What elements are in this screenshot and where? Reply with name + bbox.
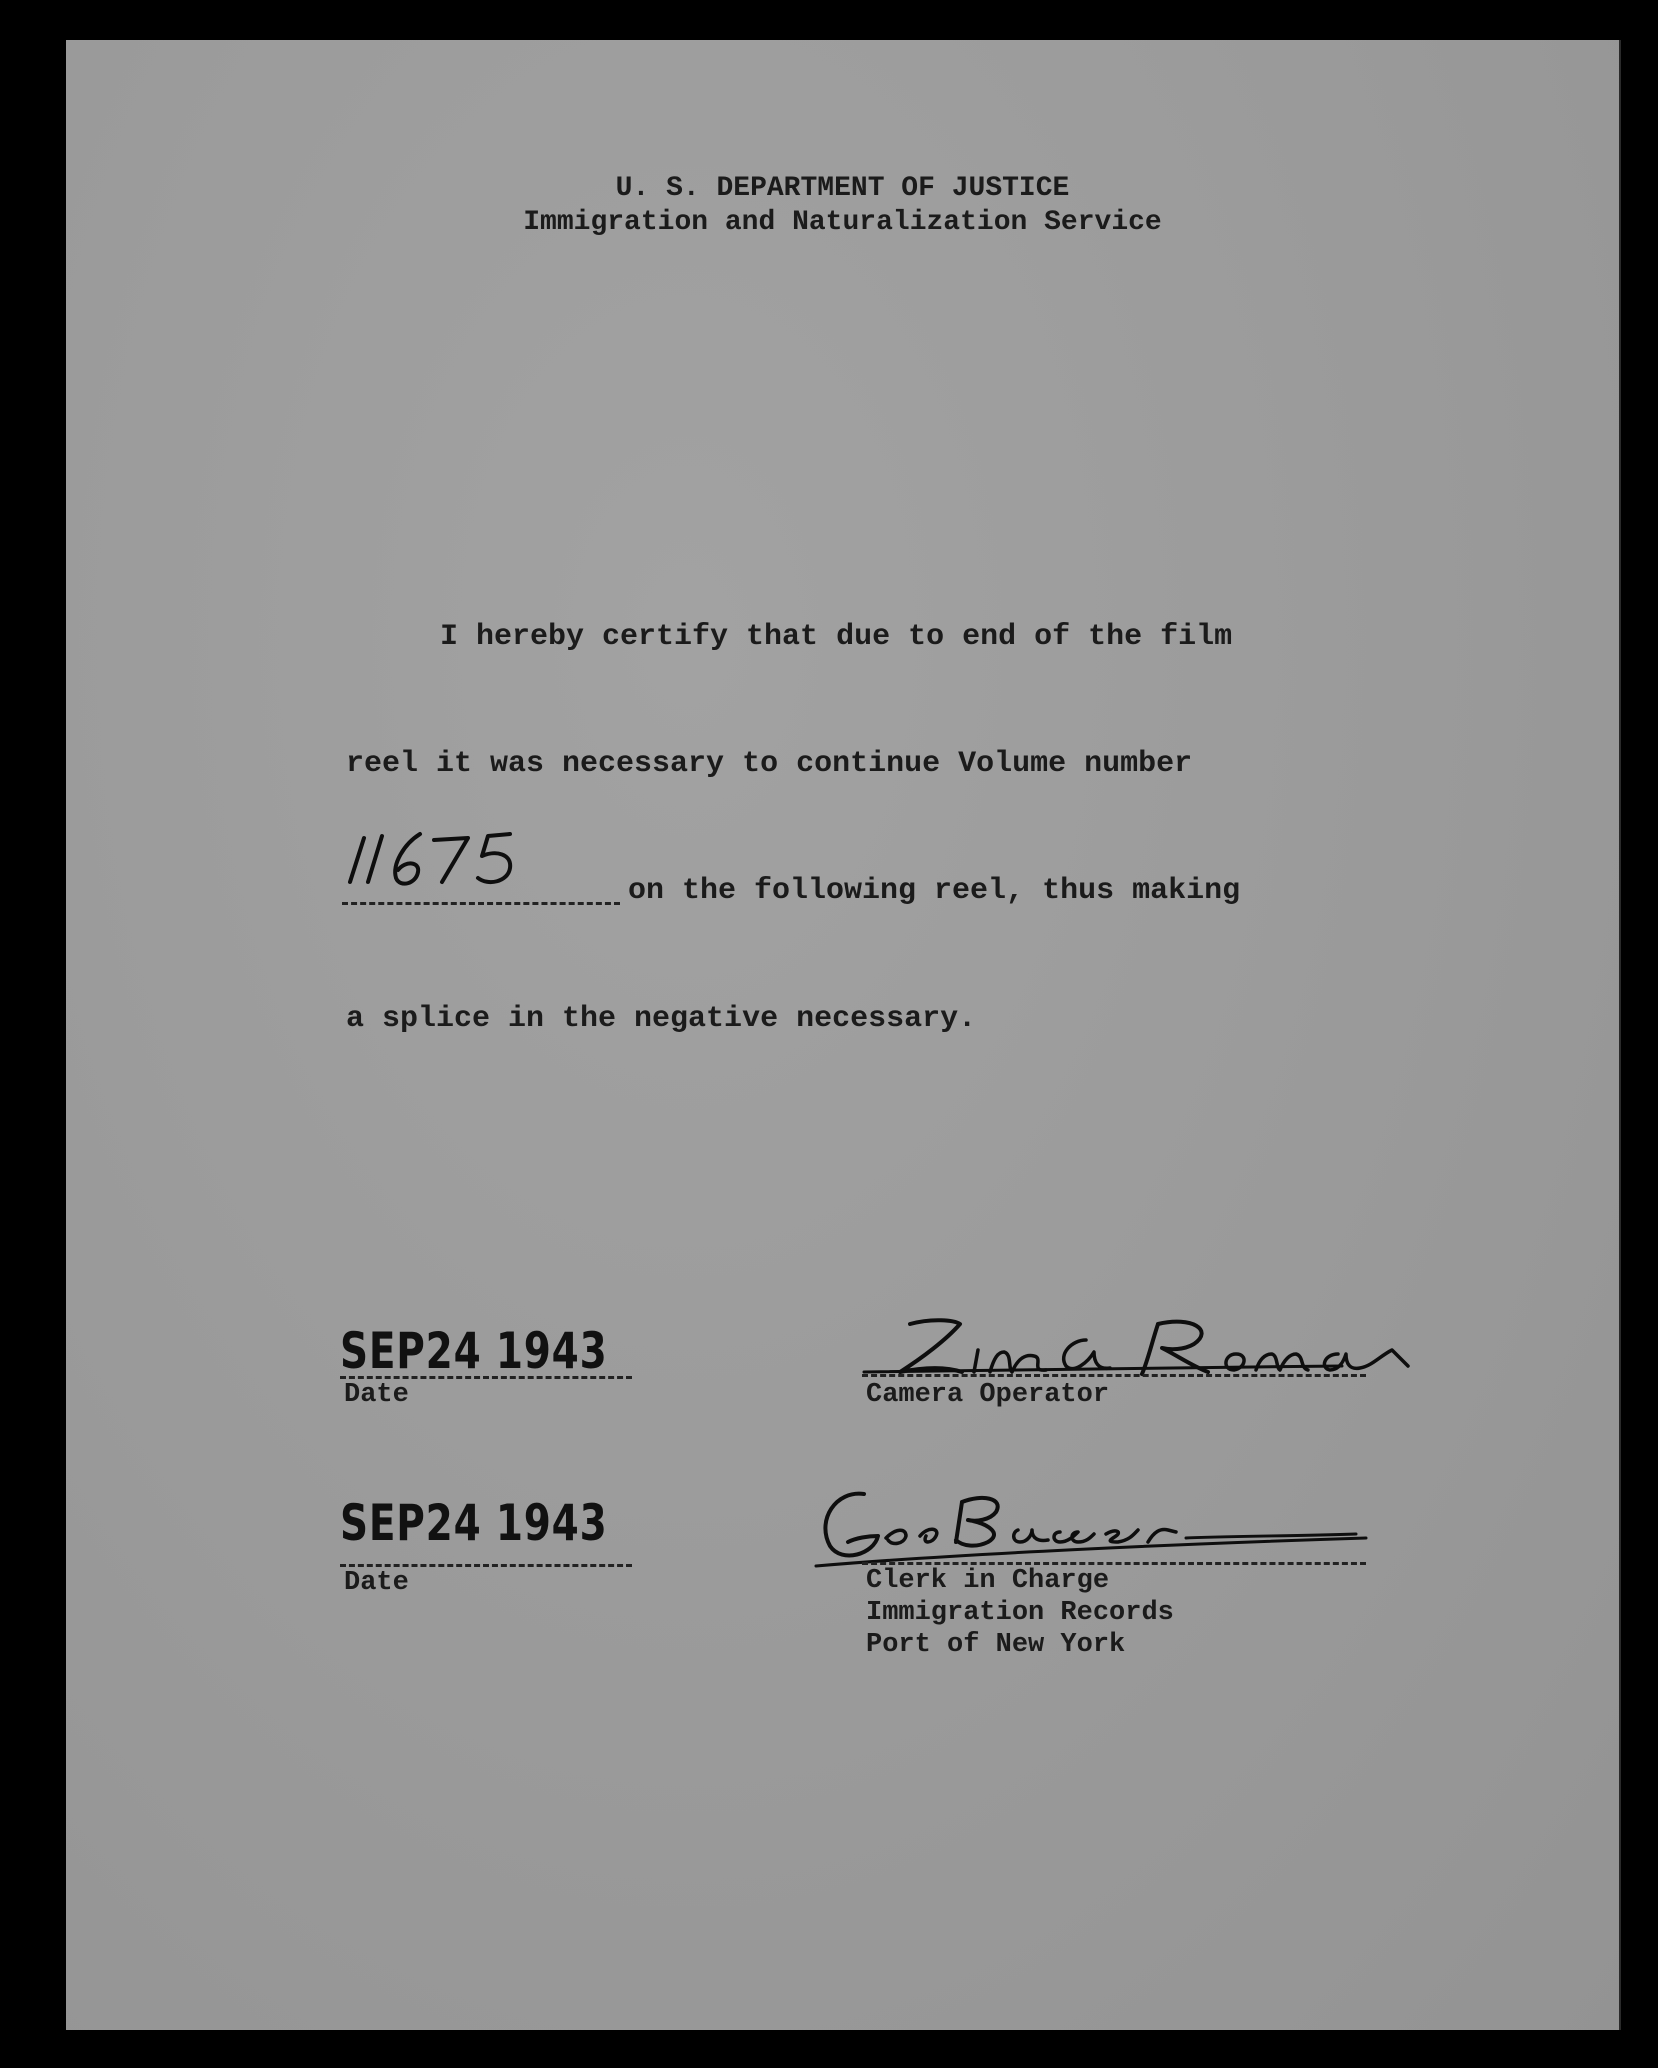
camera-operator-title: Camera Operator bbox=[866, 1380, 1110, 1410]
volume-number-handwritten bbox=[342, 820, 542, 900]
date-rule-2 bbox=[340, 1564, 632, 1567]
date-label-2: Date bbox=[344, 1568, 409, 1598]
date-rule-1 bbox=[340, 1376, 632, 1379]
date-label-1: Date bbox=[344, 1380, 409, 1410]
certificate-line-2: reel it was necessary to continue Volume number bbox=[346, 747, 1193, 781]
camera-operator-signature bbox=[862, 1310, 1422, 1390]
signature-rule-2 bbox=[862, 1562, 1366, 1565]
document-page bbox=[66, 40, 1621, 2030]
clerk-title-line-2: Immigration Records bbox=[866, 1598, 1174, 1628]
certificate-line-4: a splice in the negative necessary. bbox=[346, 1002, 977, 1036]
certificate-line-1: I hereby certify that due to end of the film bbox=[440, 620, 1233, 654]
clerk-title-line-3: Port of New York bbox=[866, 1630, 1126, 1660]
certificate-line-3: on the following reel, thus making bbox=[628, 874, 1241, 908]
volume-number-rule bbox=[342, 902, 620, 905]
signature-rule-1 bbox=[862, 1374, 1366, 1377]
service-heading: Immigration and Naturalization Service bbox=[523, 207, 1162, 238]
clerk-title-line-1: Clerk in Charge bbox=[866, 1566, 1110, 1596]
date-stamp-2: SEP24 1943 bbox=[340, 1494, 608, 1552]
clerk-signature bbox=[756, 1480, 1376, 1570]
department-heading: U. S. DEPARTMENT OF JUSTICE bbox=[615, 173, 1070, 204]
date-stamp-1: SEP24 1943 bbox=[340, 1322, 608, 1380]
